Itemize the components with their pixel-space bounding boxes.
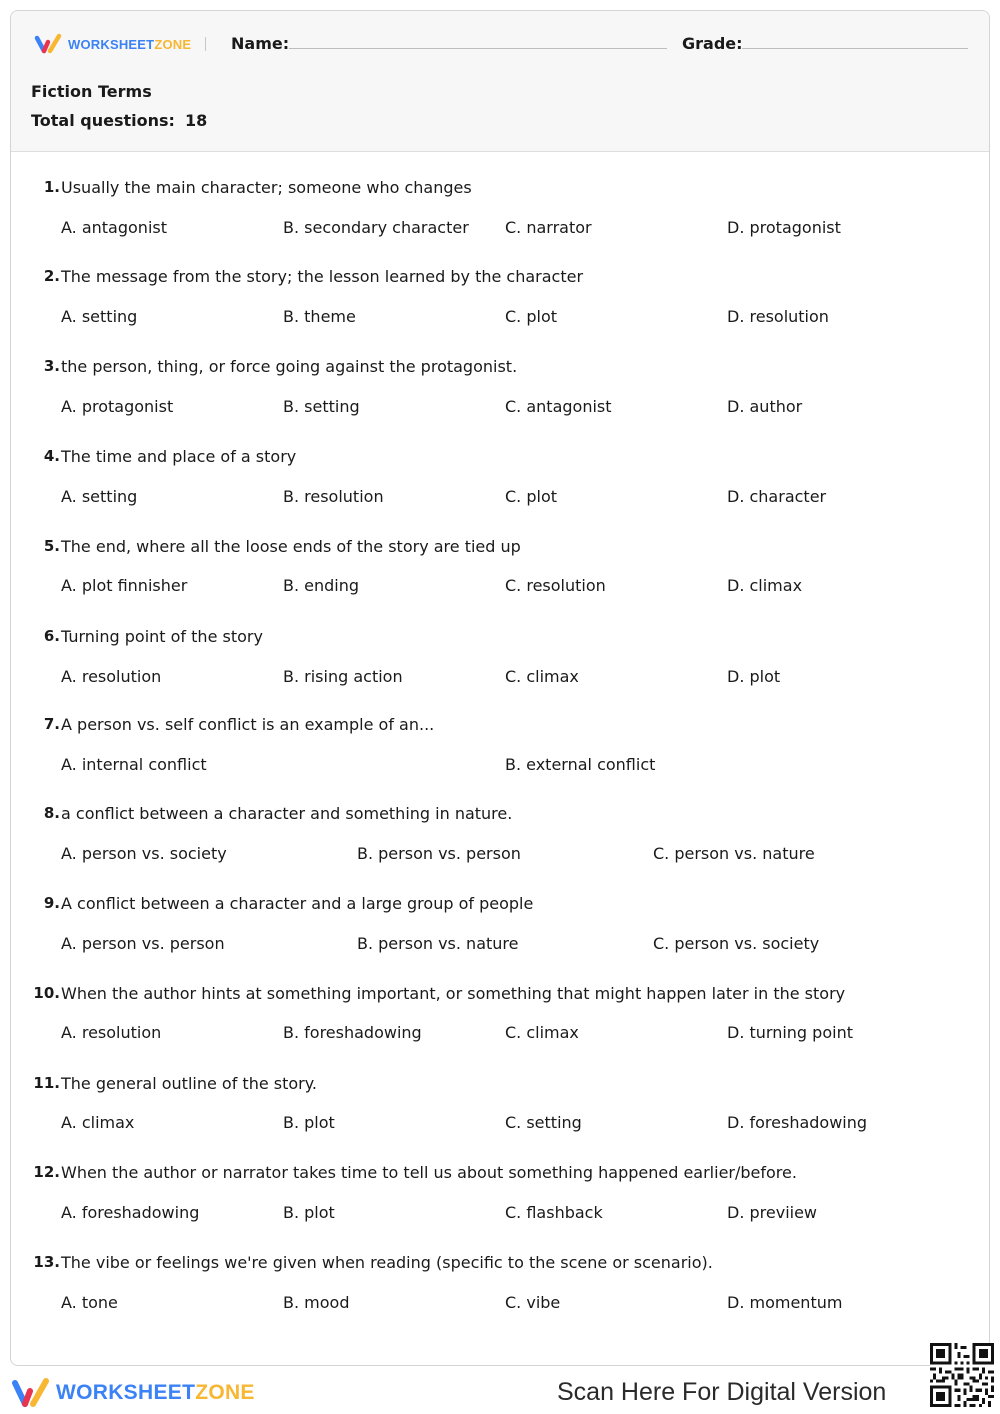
question-number: 11. <box>33 1074 60 1092</box>
option-d[interactable]: D. foreshadowing <box>727 1113 868 1132</box>
worksheet-header <box>11 11 989 152</box>
option-d[interactable]: D. resolution <box>727 307 829 326</box>
worksheet-zone-logo-icon <box>33 33 65 55</box>
option-b[interactable]: B. foreshadowing <box>283 1023 422 1042</box>
total-questions-value: 18 <box>184 111 208 130</box>
option-a[interactable]: A. antagonist <box>61 218 167 237</box>
option-d[interactable]: D. author <box>727 397 803 416</box>
grade-label: Grade: <box>682 34 743 53</box>
question-number: 8. <box>43 804 60 822</box>
question-number: 2. <box>43 267 60 285</box>
option-a[interactable]: A. resolution <box>61 667 162 686</box>
name-label: Name: <box>231 34 290 53</box>
scan-prompt: Scan Here For Digital Version <box>557 1378 887 1406</box>
option-a[interactable]: A. foreshadowing <box>61 1203 200 1222</box>
option-c[interactable]: C. narrator <box>505 218 592 237</box>
question-number: 10. <box>33 984 60 1002</box>
option-a[interactable]: A. protagonist <box>61 397 174 416</box>
option-c[interactable]: C. person vs. society <box>653 934 820 953</box>
option-a[interactable]: A. resolution <box>61 1023 162 1042</box>
question-text: Usually the main character; someone who changes <box>61 178 472 197</box>
option-a[interactable]: A. climax <box>61 1113 135 1132</box>
question-text: The general outline of the story. <box>61 1074 318 1093</box>
question-text: When the author or narrator takes time to tell us about something happened earlier/before. <box>61 1163 797 1182</box>
grade-field-line[interactable] <box>742 48 968 49</box>
option-a[interactable]: A. tone <box>61 1293 118 1312</box>
option-a[interactable]: A. person vs. society <box>61 844 227 863</box>
footer-brand-name: WORKSHEETZONE <box>56 1381 255 1404</box>
question-text: A person vs. self conflict is an example of an... <box>61 715 435 734</box>
option-d[interactable]: D. momentum <box>727 1293 843 1312</box>
brand-name: WORKSHEETZONE <box>68 36 192 52</box>
brand-logo <box>33 33 206 55</box>
option-b[interactable]: B. setting <box>283 397 360 416</box>
option-d[interactable]: D. turning point <box>727 1023 853 1042</box>
option-c[interactable]: C. vibe <box>505 1293 561 1312</box>
option-d[interactable]: D. protagonist <box>727 218 841 237</box>
brand-separator <box>205 37 206 51</box>
option-d[interactable]: D. climax <box>727 576 803 595</box>
option-b[interactable]: B. secondary character <box>283 218 469 237</box>
qr-code-icon[interactable] <box>930 1343 994 1407</box>
option-c[interactable]: C. resolution <box>505 576 606 595</box>
option-d[interactable]: D. character <box>727 487 827 506</box>
question-text: The message from the story; the lesson learned by the character <box>61 267 584 286</box>
option-a[interactable]: A. setting <box>61 307 138 326</box>
worksheet-title: Fiction Terms <box>31 82 152 101</box>
option-b[interactable]: B. plot <box>283 1113 335 1132</box>
option-b[interactable]: B. theme <box>283 307 356 326</box>
option-c[interactable]: C. plot <box>505 487 558 506</box>
question-number: 7. <box>43 715 60 733</box>
option-c[interactable]: C. antagonist <box>505 397 612 416</box>
name-field-line[interactable] <box>289 48 667 49</box>
question-text: When the author hints at something important, or something that might happen later in the story <box>61 984 846 1003</box>
option-c[interactable]: C. setting <box>505 1113 582 1132</box>
total-questions: Total questions: 18 <box>31 111 208 130</box>
option-b[interactable]: B. resolution <box>283 487 384 506</box>
option-b[interactable]: B. ending <box>283 576 360 595</box>
worksheet-zone-logo-icon <box>10 1376 52 1410</box>
question-text: the person, thing, or force going against the protagonist. <box>61 357 518 376</box>
question-text: Turning point of the story <box>61 627 263 646</box>
option-c[interactable]: C. flashback <box>505 1203 603 1222</box>
option-c[interactable]: C. climax <box>505 667 579 686</box>
option-b[interactable]: B. rising action <box>283 667 403 686</box>
question-number: 13. <box>33 1253 60 1271</box>
option-d[interactable]: D. previiew <box>727 1203 818 1222</box>
worksheet <box>10 10 990 1366</box>
question-text: The time and place of a story <box>61 447 297 466</box>
option-a[interactable]: A. person vs. person <box>61 934 225 953</box>
option-b[interactable]: B. mood <box>283 1293 350 1312</box>
option-b[interactable]: B. person vs. person <box>357 844 521 863</box>
question-text: A conflict between a character and a large group of people <box>61 894 534 913</box>
option-c[interactable]: C. plot <box>505 307 558 326</box>
option-a[interactable]: A. setting <box>61 487 138 506</box>
option-b[interactable]: B. plot <box>283 1203 335 1222</box>
question-text: The vibe or feelings we're given when reading (specific to the scene or scenario). <box>61 1253 713 1272</box>
option-c[interactable]: C. climax <box>505 1023 579 1042</box>
option-a[interactable]: A. plot finnisher <box>61 576 188 595</box>
question-number: 1. <box>43 178 60 196</box>
question-text: a conflict between a character and something in nature. <box>61 804 513 823</box>
option-d[interactable]: D. plot <box>727 667 781 686</box>
question-number: 5. <box>43 537 60 555</box>
option-b[interactable]: B. external conflict <box>505 755 656 774</box>
question-text: The end, where all the loose ends of the story are tied up <box>61 537 521 556</box>
question-number: 3. <box>43 357 60 375</box>
question-number: 4. <box>43 447 60 465</box>
question-number: 9. <box>43 894 60 912</box>
option-c[interactable]: C. person vs. nature <box>653 844 815 863</box>
question-number: 6. <box>43 627 60 645</box>
option-b[interactable]: B. person vs. nature <box>357 934 519 953</box>
footer-brand-logo <box>10 1376 255 1410</box>
option-a[interactable]: A. internal conflict <box>61 755 207 774</box>
question-number: 12. <box>33 1163 60 1181</box>
